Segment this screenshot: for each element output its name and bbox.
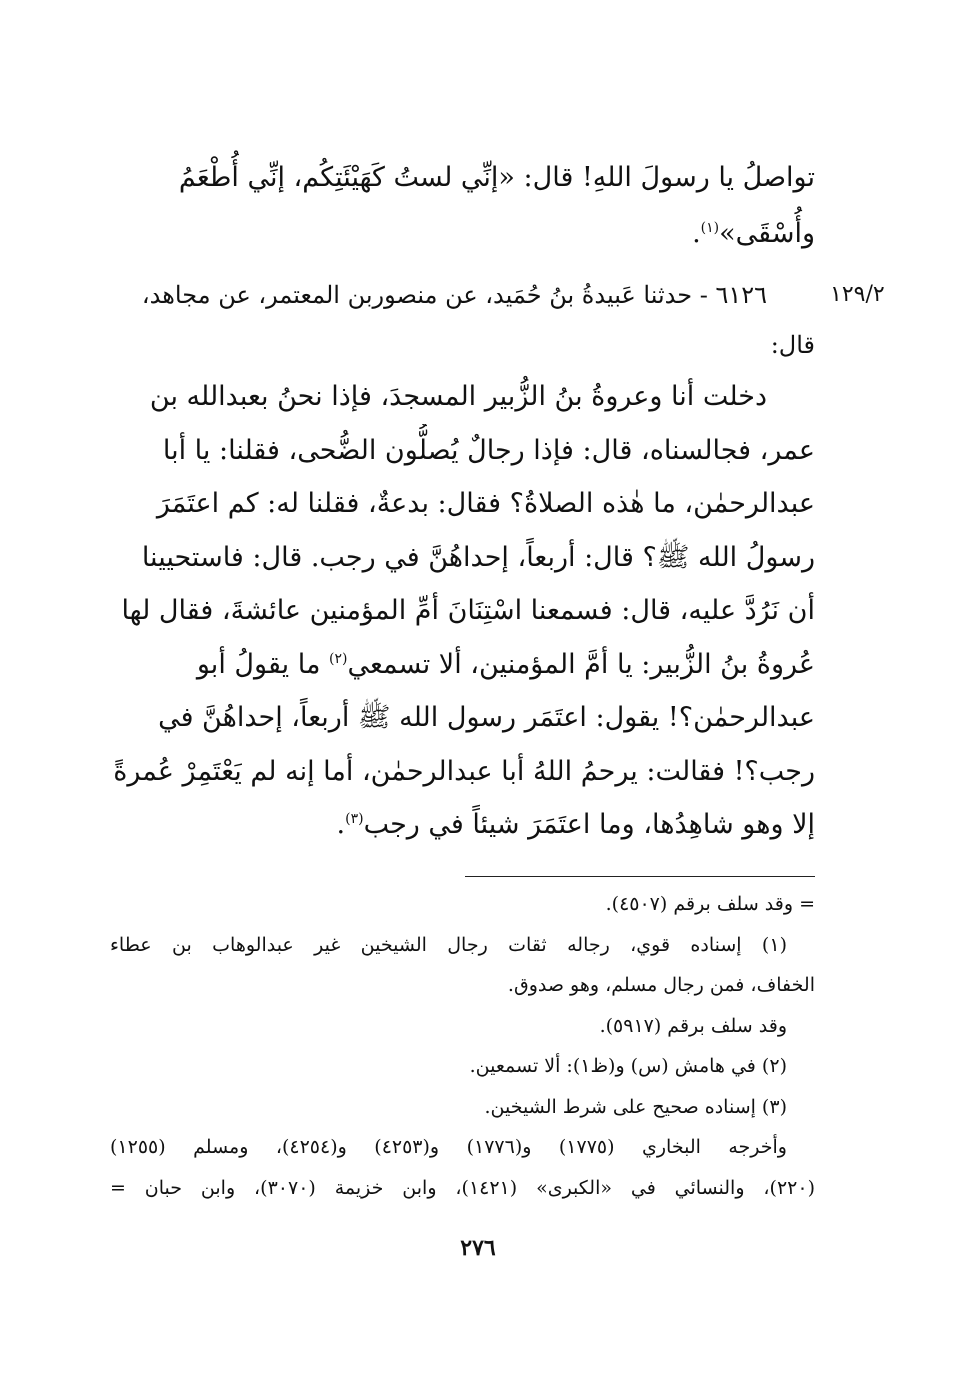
text-line: قال:	[770, 331, 815, 359]
opening-text	[110, 150, 815, 262]
footnote-line: الخفاف، فمن رجال مسلم، وهو صدوق.	[507, 974, 815, 996]
footnote-line: (٢) في هامش (س) و(ظ١): ألا تسمعين.	[469, 1055, 787, 1077]
text-line	[110, 206, 815, 262]
text-fragment: .	[336, 809, 346, 840]
footnote-marker: (١)	[700, 220, 720, 236]
text-line	[110, 638, 815, 692]
footnote-line: (١) إسناده قوي، رجاله ثقات رجال الشيخين غير عبدالوهاب بن عطاء	[110, 933, 787, 956]
text-fragment: .	[692, 218, 701, 249]
footnote-marker: (٣)	[345, 811, 364, 827]
margin-reference: ١٢٩/٢	[830, 282, 885, 307]
text-fragment: ما يقولُ أبو	[196, 648, 329, 680]
text-line: دخلت أنا وعروةُ بنُ الزُّبير المسجدَ، فإذا نحنُ بعبدالله بن	[149, 381, 767, 412]
footnote-line: وقد سلف برقم (٥٩١٧).	[599, 1014, 787, 1037]
text-fragment: إلا وهو شاهِدُها، وما اعتَمَرَ شيئاً في رجب	[363, 809, 815, 840]
text-line: ٦١٢٦ - حدثنا عَبيدةُ بنُ حُمَيد، عن منصوربن المعتمر، عن مجاهد،	[141, 281, 767, 309]
page-number: ٢٧٦	[460, 1235, 496, 1261]
narration-text	[110, 370, 815, 852]
text-line	[110, 798, 815, 852]
text-fragment: وأُسْقَى»	[719, 218, 815, 249]
footnote-line: (٢٢٠)، والنسائي في «الكبرى» (١٤٢١)، وابن خزيمة (٣٠٧٠)، وابن حبان =	[110, 1176, 815, 1199]
text-line: رجب؟! فقالت: يرحمُ اللهُ أبا عبدالرحمٰن، أما إنه لم يَعْتَمِرْ عُمرةً	[113, 755, 815, 787]
footnote-divider	[465, 876, 815, 877]
text-fragment: عُروةُ بنُ الزُّبير: يا أمَّ المؤمنين، ألا تسمعي	[347, 648, 815, 680]
text-line: أن نَرُدَّ عليه، قال: فسمعنا اسْتِنَانَ أمِّ المؤمنين عائشةَ، فقال لها	[121, 595, 815, 626]
text-line: عبدالرحمٰن؟! يقول: اعتَمَر رسول الله ﷺ أربعاً، إحداهُنَّ في	[158, 702, 815, 733]
footnote-line: = وقد سلف برقم (٤٥٠٧).	[605, 893, 815, 915]
footnote-line: وأخرجه البخاري (١٧٧٥) و(١٧٧٦) و(٤٢٥٣) و(٤٢٥٤)، ومسلم (١٢٥٥)	[110, 1136, 787, 1158]
text-line: تواصلُ يا رسولَ اللهِ! قال: «إنِّي لستُ كَهَيْئَتِكُم، إنِّي أُطْعَمُ	[178, 162, 815, 193]
footnotes	[110, 884, 815, 1208]
text-line: عمر، فجالسناه، قال: فإذا رجالٌ يُصلُّون الضُّحى، فقلنا: يا أبا	[162, 434, 815, 466]
footnote-line: (٣) إسناده صحيح على شرط الشيخين.	[484, 1095, 787, 1118]
hadith-chain	[110, 270, 815, 370]
footnote-marker: (٢)	[329, 650, 348, 667]
text-line: عبدالرحمٰن، ما هٰذه الصلاةُ؟ فقال: بدعةٌ، فقلنا له: كم اعتَمَرَ	[156, 488, 815, 519]
text-line: رسولُ الله ﷺ؟ قال: أربعاً، إحداهُنَّ في رجب. قال: فاستحيينا	[141, 541, 815, 573]
